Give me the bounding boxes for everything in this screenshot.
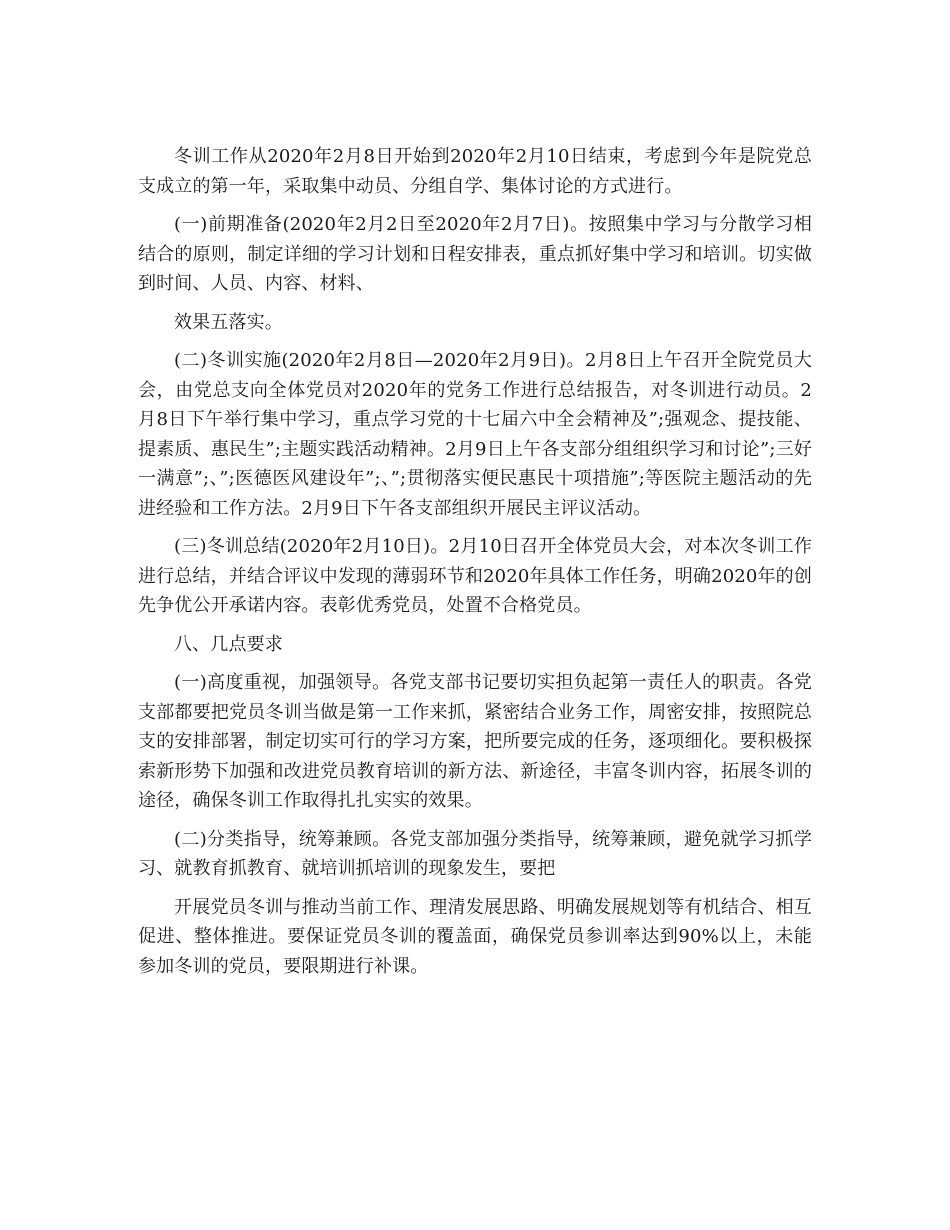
paragraph-summary: (三)冬训总结(2020年2月10日)。2月10日召开全体党员大会，对本次冬训工作进行总结，并结合评议中发现的薄弱环节和2020年具体工作任务，明确2020年的创先争优公开承诺内容。表彰优秀党员，处置不合格党员。: [138, 536, 812, 616]
paragraph-guidance-continued: 开展党员冬训与推动当前工作、理清发展思路、明确发展规划等有机结合、相互促进、整体推进。要保证党员冬训的覆盖面，确保党员参训率达到90%以上，未能参加冬训的党员，要限期进行补课。: [138, 896, 812, 977]
section-heading-requirements: 八、几点要求: [174, 633, 283, 655]
paragraph-leadership: (一)高度重视，加强领导。各党支部书记要切实担负起第一责任人的职责。各党支部都要把党员冬训当做是第一工作来抓，紧密结合业务工作，周密安排，按照院总支的安排部署，制定切实可行的学习方案，把所要完成的任务，逐项细化。要积极探索新形势下加强和改进党员教育培训的新方法、新途径，丰富冬训内容，拓展冬训的途径，确保冬训工作取得扎扎实实的效果。: [138, 672, 812, 811]
paragraph-implementation: (二)冬训实施(2020年2月8日—2020年2月9日)。2月8日上午召开全院党员大会，由党总支向全体党员对2020年的党务工作进行总结报告，对冬训进行动员。2月8日下午举行集中学习，重点学习党的十七届六中全会精神及”;强观念、提技能、提素质、惠民生”;主题实践活动精神。2月9日上午各支部分组组织学习和讨论”;三好一满意”;、”;医德医风建设年”;、”;贯彻落实便民惠民十项措施”;等医院主题活动的先进经验和工作方法。2月9日下午各支部组织开展民主评议活动。: [138, 350, 812, 519]
paragraph-preparation: (一)前期准备(2020年2月2日至2020年2月7日)。按照集中学习与分散学习相结合的原则，制定详细的学习计划和日程安排表，重点抓好集中学习和培训。切实做到时间、人员、内容、材料、: [138, 214, 812, 294]
paragraph-preparation-continued: 效果五落实。: [174, 311, 283, 333]
paragraph-schedule-intro: 冬训工作从2020年2月8日开始到2020年2月10日结束，考虑到今年是院党总支成立的第一年，采取集中动员、分组自学、集体讨论的方式进行。: [138, 146, 812, 197]
paragraph-guidance: (二)分类指导，统筹兼顾。各党支部加强分类指导，统筹兼顾，避免就学习抓学习、就教育抓教育、就培训抓培训的现象发生，要把: [138, 828, 812, 879]
document-body: [138, 142, 812, 990]
